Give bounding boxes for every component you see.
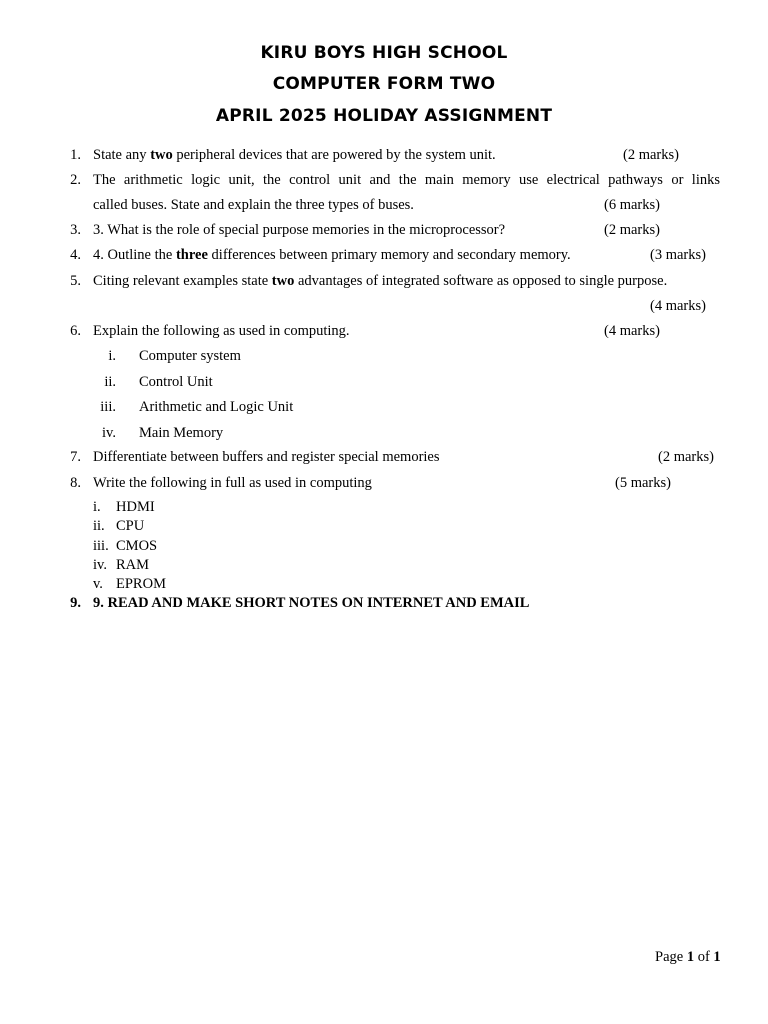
sub-item-number: iii. bbox=[100, 399, 116, 415]
sub-item-number: iv. bbox=[93, 557, 107, 573]
school-name: KIRU BOYS HIGH SCHOOL bbox=[260, 43, 508, 63]
question-marks: (4 marks) bbox=[604, 323, 660, 339]
question-marks: (3 marks) bbox=[650, 247, 706, 263]
question-number: 2. bbox=[70, 172, 81, 188]
question-marks: (2 marks) bbox=[658, 449, 714, 465]
question-number: 4. bbox=[70, 247, 81, 263]
sub-item-number: iv. bbox=[102, 425, 116, 441]
sub-item-text: Control Unit bbox=[139, 374, 213, 390]
sub-item-number: i. bbox=[108, 348, 116, 364]
question-number: 9. bbox=[70, 595, 81, 611]
sub-item-text: Arithmetic and Logic Unit bbox=[139, 399, 294, 415]
assignment-title: APRIL 2025 HOLIDAY ASSIGNMENT bbox=[215, 106, 553, 126]
question-text: Citing relevant examples state two advantages of integrated software as opposed to single purpose. bbox=[93, 273, 668, 289]
sub-item-text: HDMI bbox=[116, 499, 155, 515]
question-text: Differentiate between buffers and register special memories bbox=[93, 449, 440, 465]
question-text: Write the following in full as used in computing bbox=[93, 475, 372, 491]
question-number: 1. bbox=[70, 147, 81, 163]
question-number: 7. bbox=[70, 449, 81, 465]
question-number: 5. bbox=[70, 273, 81, 289]
question-text-line-1: The arithmetic logic unit, the control unit and the main memory use electrical pathways or links bbox=[93, 172, 720, 188]
sub-item-text: Main Memory bbox=[139, 425, 224, 441]
sub-item-number: iii. bbox=[93, 538, 109, 554]
sub-item-number: ii. bbox=[104, 374, 116, 390]
question-marks: (5 marks) bbox=[615, 475, 671, 491]
question-number: 3. bbox=[70, 222, 81, 238]
question-text: State any two peripheral devices that are powered by the system unit. bbox=[93, 147, 496, 163]
sub-item-number: i. bbox=[93, 499, 101, 515]
sub-item-text: RAM bbox=[116, 557, 150, 573]
question-marks: (2 marks) bbox=[623, 147, 679, 163]
question-marks: (4 marks) bbox=[650, 298, 706, 314]
sub-item-text: CPU bbox=[116, 518, 145, 534]
page-number: Page 1 of 1 bbox=[655, 949, 721, 965]
question-text: 4. Outline the three differences between primary memory and secondary memory. bbox=[93, 247, 571, 263]
sub-item-number: ii. bbox=[93, 518, 105, 534]
question-number: 8. bbox=[70, 475, 81, 491]
question-text: 3. What is the role of special purpose memories in the microprocessor? bbox=[93, 222, 506, 238]
sub-item-text: Computer system bbox=[139, 348, 241, 364]
sub-item-text: CMOS bbox=[116, 538, 158, 554]
question-marks: (6 marks) bbox=[604, 197, 660, 213]
question-text: Explain the following as used in computing. bbox=[93, 323, 350, 339]
subject-title: COMPUTER FORM TWO bbox=[272, 74, 496, 94]
question-text-line-2: called buses. State and explain the three types of buses. bbox=[93, 197, 414, 213]
question-number: 6. bbox=[70, 323, 81, 339]
sub-item-number: v. bbox=[93, 576, 103, 592]
sub-item-text: EPROM bbox=[116, 576, 166, 592]
question-text: 9. READ AND MAKE SHORT NOTES ON INTERNET AND EMAIL bbox=[93, 595, 530, 611]
question-marks: (2 marks) bbox=[604, 222, 660, 238]
